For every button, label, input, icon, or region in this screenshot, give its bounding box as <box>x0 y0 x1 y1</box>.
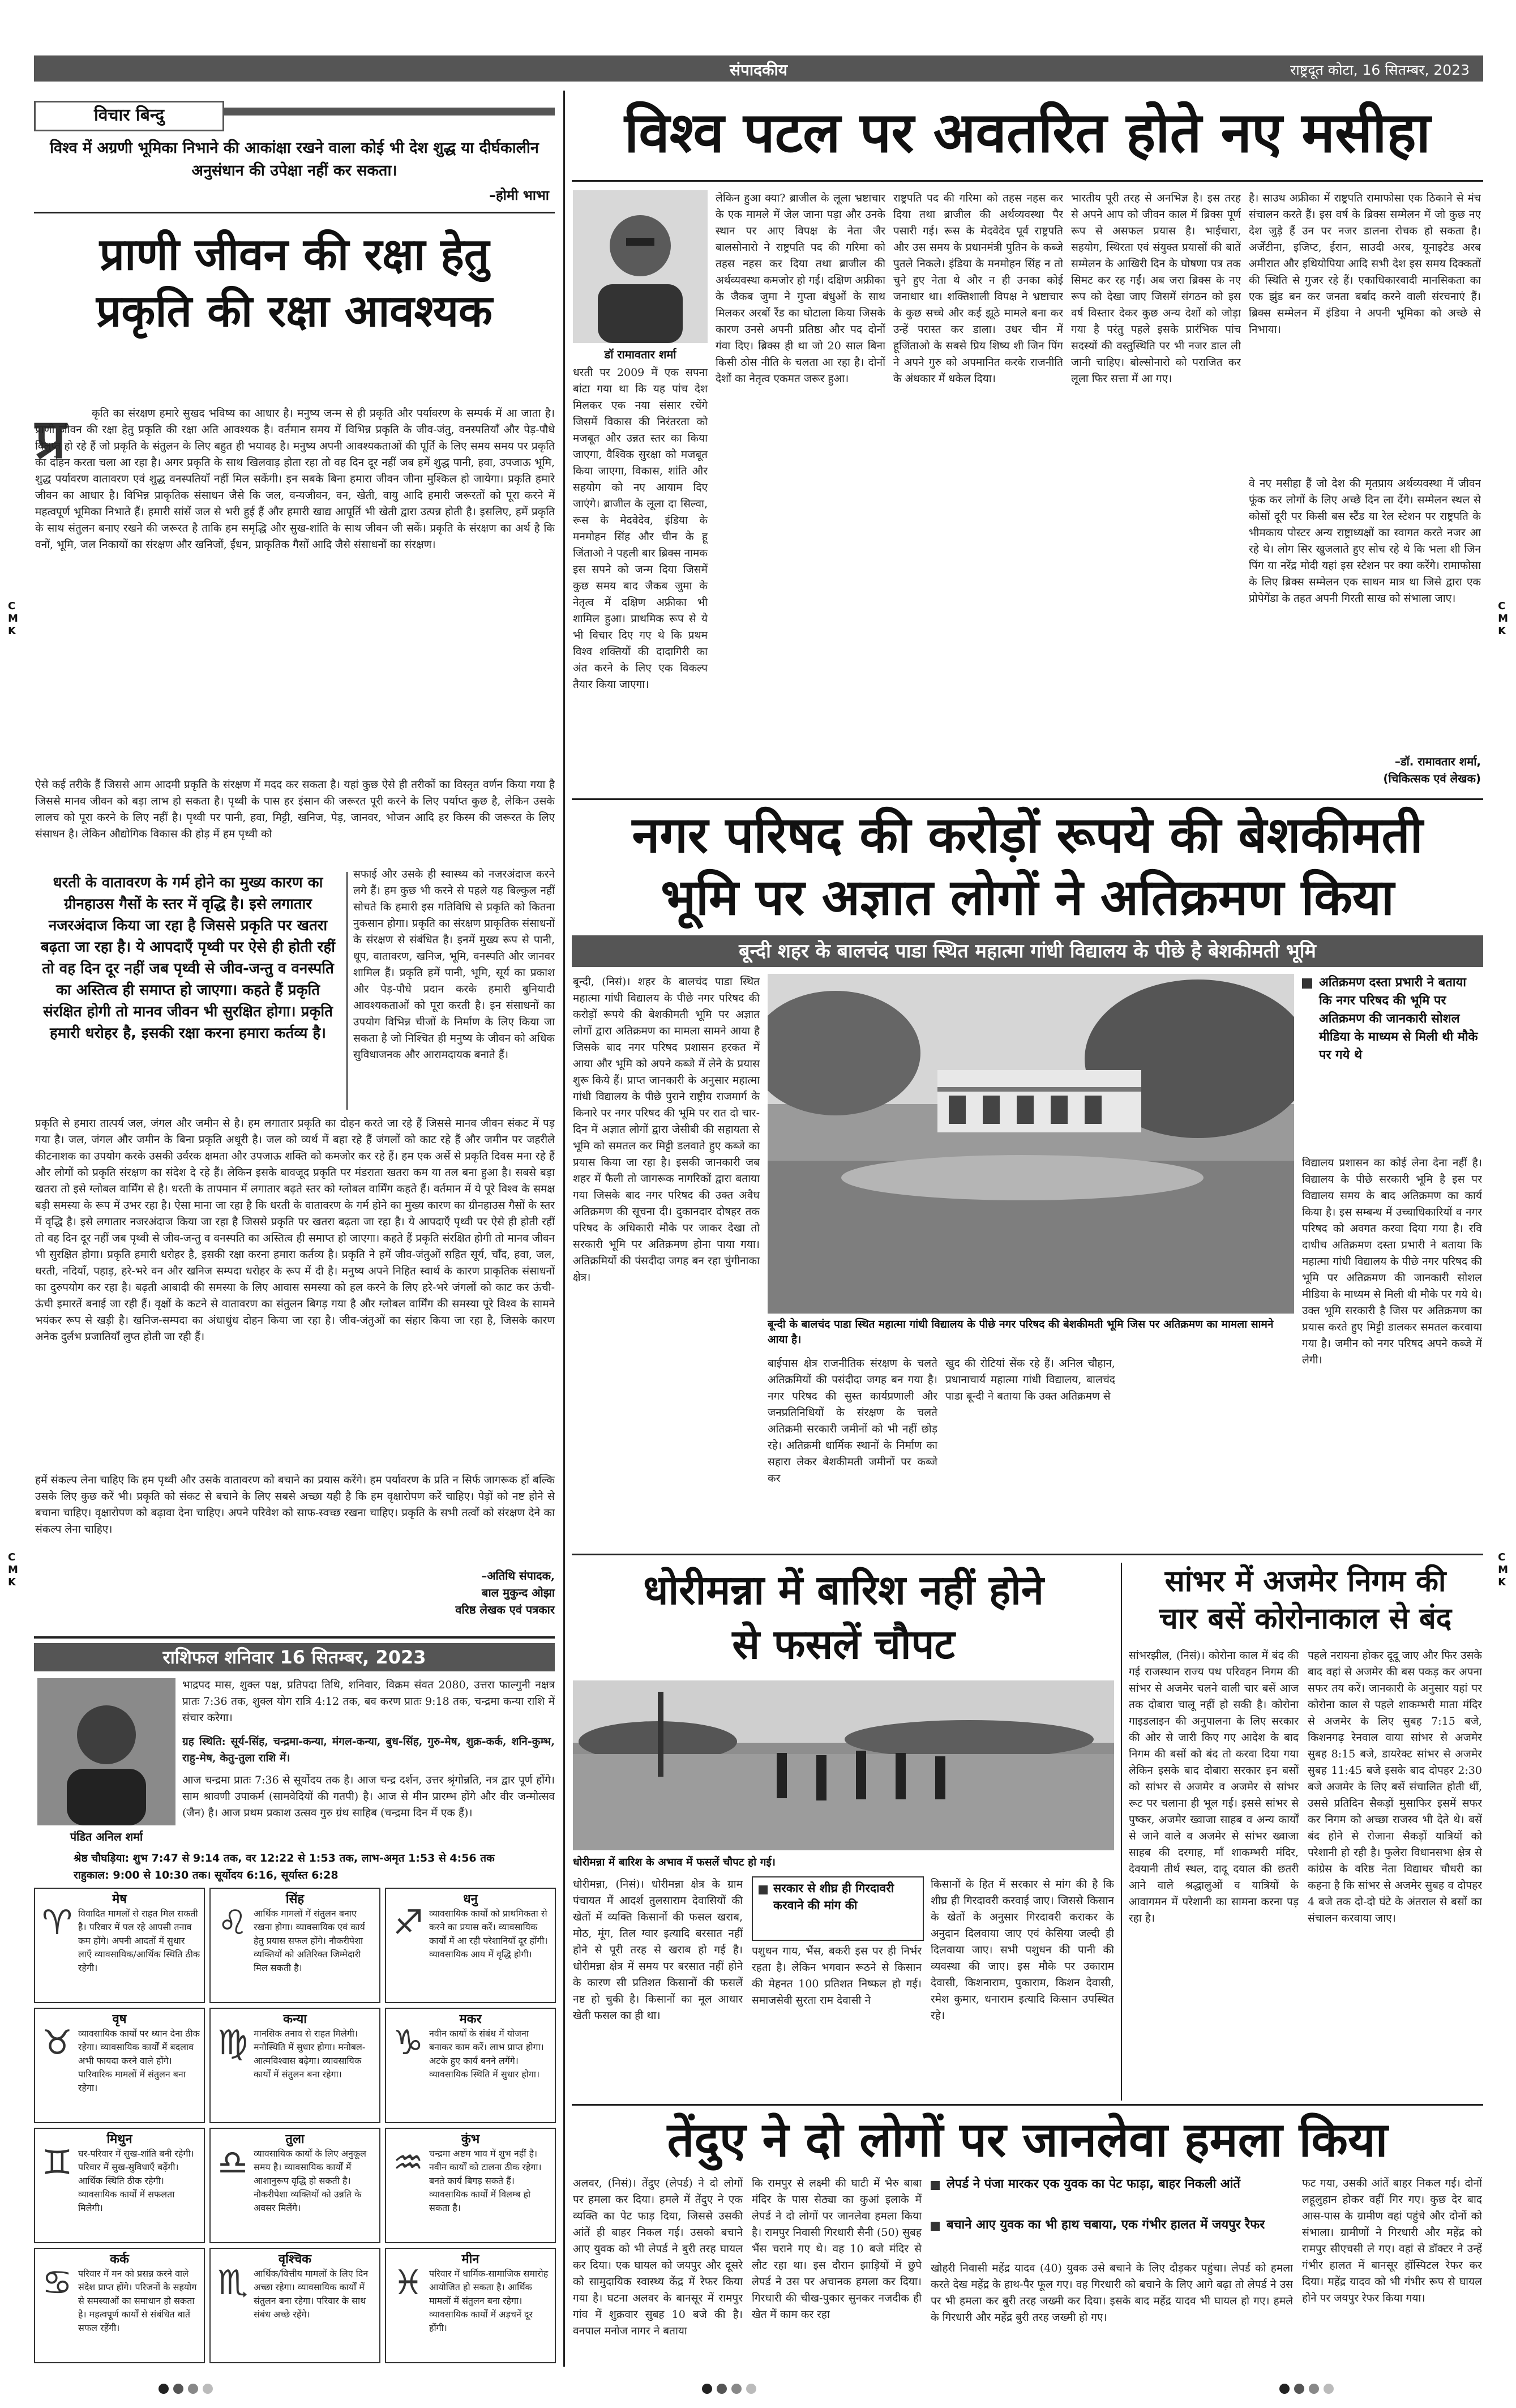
sign-card <box>34 2128 205 2243</box>
lead-col1b: धरती पर 2009 में एक सपना बांटा गया था कि यह पांच देश मिलकर एक नया संसार रचेंगे जिसमें विकास की निरंतरता को मजबूत और उन्नत स्तर का किया जाएगा, वैश्विक सुरक्षा को मजबूत किया जाएगा, विकास, शांति और सहयोग को नए आयाम दिए जाएंगे। ब्राजील के लूला दा सिल्वा, रूस के मेदवेदेव, इंडिया के मनमोहन सिंह और चीन के हू जिंताओ ने पहली बार ब्रिक्स नामक इस सपने को जन्म दिया जिसमें कुछ समय बाद जैकब जुमा के नेतृत्व में दक्षिण अफ्रीका भी शामिल हुआ। प्राथमिक रूप से ये भी विचार दिए गए थे कि प्रथम विश्व शक्तियों की दादागिरी का अंत करने के लिए एक विकल्प तैयार किया जाएगा। <box>573 366 708 691</box>
sign-name: सिंह <box>285 1892 305 1906</box>
sign-name: तुला <box>285 2132 305 2146</box>
sign-name: मेष <box>112 1892 127 1906</box>
sign-text: मानसिक तनाव से राहत मिलेगी। मनोस्थिति में सुधार होगा। मनोबल-आत्मविश्वास बढ़ेगा। व्यावसायिक कार्यों में संतुलन बना रहेगा। <box>254 2028 366 2080</box>
editorial-title-line1: प्राणी जीवन की रक्षा हेतु <box>99 229 490 280</box>
encroach-highlight <box>1302 974 1482 1144</box>
bullet-square-icon <box>931 2222 940 2231</box>
pisces-icon: ♓ <box>393 2263 423 2303</box>
dhori-col2: पशुधन गाय, भैंस, बकरी इस पर ही निर्भर रहता है। लेकिन भगवान रूठने से किसान की मेहनत 100 प्रतिशत निष्फल हो गई। समाजसेवी सुरता राम देवासी ने <box>752 1945 922 2007</box>
libra-icon: ♎ <box>217 2143 248 2183</box>
dhori-col3: किसानों के हित में सरकार से मांग की है कि शीघ्र ही गिरदावरी करवाई जाए। जिससे किसान के खेतों के अनुसार गिरदावरी कराकर के अनुदान दिलवाया जाए एवं केसिया जल्दी ही दिलवाया जाए। सभी पशुधन की पानी की व्यवस्था की जाए। इस मौके पर उकाराम देवासी, किशनाराम, पुकाराम, किशन देवासी, रमेश कुमार, धनाराम इत्यादि किसान उपस्थित रहे। <box>931 1878 1114 2022</box>
tendu-top-rule <box>572 2104 1483 2106</box>
color-register-center <box>702 2384 761 2396</box>
registration-marks-left: C M K <box>8 600 18 637</box>
editorial-side-text: सफाई और उसके ही स्वास्थ्य को नजरअंदाज करने लगे हैं। हम कुछ भी करने से पहले यह बिल्कुल नहीं सोचते कि हमारी इस गतिविधि से प्रकृति को कितना नुकसान होगा। प्रकृति का संरक्षण प्राकृतिक संसाधनों के संरक्षण से संबंधित है। इनमें मुख्य रूप से पानी, धूप, वातावरण, खनिज, भूमि, वनस्पति और जानवर शामिल हैं। प्रकृति हमें पानी, भूमि, सूर्य का प्रकाश और पेड़-पौधे प्रदान करके हमारी बुनियादी आवश्यकताओं को पूरा करती है। इन संसाधनों का उपयोग विभिन्न चीजों के निर्माण के लिए किया जा सकता है जो निश्चित ही मनुष्य के जीवन को अधिक सुविधाजनक और आरामदायक बनाते हैं। <box>353 868 555 1061</box>
lead-col1a: राष्ट्रपति पद की गरिमा को तहस नहस कर दिया तथा ब्राजील की अर्थव्यवस्था पैर पसारी गई। रूस के मेदवेदेव पूर्व राष्ट्रपति और उस समय के प्रधानमंत्री पुतिन के कब्जे पुतले निकले। इंडिया के मनमोहन सिंह न तो चुने हुए नेता थे और न ही उनका कोई जनाधार था। शक्तिशाली विपक्ष ने भ्रष्टाचार के कुछ सच्चे और कई झूठे मामले बना कर उन्हें परास्त कर डाला। उधर चीन में हूजिंताओ के सबसे प्रिय शिष्य शी जिन पिंग ने अपने गुरु को अपमानित करके राजनीति के अंधकार में धकेल दिया। <box>893 192 1063 385</box>
lead-col5: वे नए मसीहा हैं जो देश की मृतप्राय अर्थव्यवस्था में जीवन फूंक कर लोगों के लिए अच्छे दिन ला देंगे। सम्मेलन स्थल से कोसों दूरी पर किसी बस स्टैंड या रेल स्टेशन पर राष्ट्रपति के भीमकाय पोस्टर अन्य राष्ट्राध्यक्षों का स्वागत करते नजर आ रहे थे। लोग सिर खुजलाते हुए सोच रहे थे कि भला शी जिन पिंग या नरेंद्र मोदी यहां इस स्टेशन पर क्या करेंगे। रामाफोसा के लिए ब्रिक्स सम्मेलन एक साधन मात्र था जिसे द्वारा एक प्रोपेगेंडा के तहत अपनी गिरती साख को संभाला जाए। <box>1249 477 1481 605</box>
sign-name: कुंभ <box>461 2132 480 2146</box>
pandit-photo <box>37 1678 175 1825</box>
rashifal-title-bar <box>34 1643 555 1671</box>
sign-text: व्यावसायिक कार्यों पर ध्यान देना ठीक रहेगा। व्यावसायिक कार्यों में बदलाव अभी फायदा करने वाले होंगे। पारिवारिक मामलों में संतुलन बना रहेगा। <box>78 2028 200 2093</box>
sign-text: नवीन कार्यों के संबंध में योजना बनाकर काम करें। लाभ प्राप्त होगा। अटके हुए कार्य बनने लगेंगे। व्यावसायिक स्थिति में सुधार होगा। <box>429 2028 544 2080</box>
sign-card <box>385 2248 556 2363</box>
dhori-title-line2: से फसलें चौपट <box>732 1620 955 1668</box>
dhori-title-line1: धोरीमन्ना में बारिश नहीं होने <box>643 1566 1044 1614</box>
sign-text: व्यावसायिक कार्यों को प्राथमिकता से करने का प्रयास करें। व्यावसायिक कार्यों में आ रही परेशानियाँ दूर होंगी। व्यावसायिक आय में वृद्धि होगी। <box>429 1908 548 1960</box>
sign-text: आर्थिक/वित्तीय मामलों के लिए दिन अच्छा रहेगा। व्यावसायिक कार्यों में संतुलन बना रहेगा। परिवार के साथ संबंध अच्छे रहेंगे। <box>254 2268 369 2320</box>
vichar-author: –होमी भाभा <box>489 187 549 203</box>
rashifal-title: राशिफल शनिवार 16 सितम्बर, 2023 <box>162 1646 426 1668</box>
sign-text: आर्थिक मामलों में संतुलन बनाए रखना होगा। व्यावसायिक एवं कार्य हेतु प्रयास सफल होंगे। नौकरीपेशा व्यक्तियों को अतिरिक्त जिम्मेदारी मिल सकती है। <box>254 1908 365 1973</box>
lead-title-rule <box>572 180 1483 182</box>
sign-name: वृश्चिक <box>278 2252 312 2266</box>
tendu-bullet1: लेपर्ड ने पंजा मारकर एक युवक का पेट फाड़ा, बाहर निकली आंतें <box>947 2177 1240 2191</box>
editorial-dropcap: प्र <box>35 407 66 471</box>
sign-card <box>209 2248 380 2363</box>
pull-quote-rule <box>346 872 348 1110</box>
registration-marks-right: C M K <box>1498 600 1508 637</box>
tendu-col4: फट गया, उसकी आंतें बाहर निकल गई। दोनों लहूलुहान होकर वहीं गिर गए। कुछ देर बाद आस-पास के ग्रामीण वहां पहुंचे और दोनों को संभाला। ग्रामीणों ने गिरधारी और महेंद्र को रामपुर सीएचसी ले गए। वहां से डॉक्टर ने उन्हें गंभीर हालत में बानसूर हॉस्पिटल रेफर कर दिया। महेंद्र यादव को भी गंभीर रूप से घायल होने पर जयपुर रेफर किया गया। <box>1302 2177 1482 2304</box>
panchang-text: भाद्रपद मास, शुक्ल पक्ष, प्रतिपदा तिथि, शनिवार, विक्रम संवत 2080, उत्तरा फाल्गुनी नक्षत्र प्रातः 7:36 तक, शुक्ल योग रात्रि 4:12 तक, बव करण प्रातः 9:18 तक, चन्द्रमा कन्या राशि में संचार करेगा। <box>182 1679 555 1724</box>
vichar-quote: विश्व में अग्रणी भूमिका निभाने की आकांक्षा रखने वाला कोई भी देश शुद्ध या दीर्घकालीन अनुसंधान की उपेक्षा नहीं कर सकता। <box>50 139 539 179</box>
tendu-col1: अलवर, (निसं)। तेंदुए (लेपर्ड) ने दो लोगों पर हमला कर दिया। हमले में तेंदुए ने एक व्यक्ति का पेट फाड़ दिया, जिससे उसकी आंतें ही बाहर निकल गई। उसको बचाने आए युवक को भी लेपर्ड ने बुरी तरह घायल कर दिया। एक घायल को जयपुर और दूसरे को सामुदायिक स्वास्थ्य केंद्र में रेफर किया गया है। घटना अलवर के बानसूर में रामपुर गांव में शुक्रवार सुबह 10 बजे की है। वनपाल मनोज नागर ने बताया <box>573 2177 743 2337</box>
editorial-para2: ऐसे कई तरीके हैं जिससे आम आदमी प्रकृति के संरक्षण में मदद कर सकता है। यहां कुछ ऐसे ही तरीकों का विस्तृत वर्णन किया गया है जिससे मानव जीवन को बड़ा लाभ हो सकता है। पृथ्वी के पास हर इंसान की जरूरत पूरी करने के लिए पर्याप्त कुछ है, लेकिन उसके लालच को पूरा करने के लिए नहीं है। पृथ्वी पर पानी, हवा, मिट्टी, खनिज, पेड़, जानवर, भोजन आदि हर किस्म की जरूरत के लिए संसाधन है। लेकिन औद्योगिक विकास की होड़ में हम पृथ्वी को <box>35 779 555 840</box>
page-header-bar <box>34 55 1483 82</box>
sign-name: मिथुन <box>106 2132 132 2146</box>
editorial-para3: प्रकृति से हमारा तात्पर्य जल, जंगल और जमीन से है। हम लगातार प्रकृति का दोहन करते जा रहे हैं जिससे मानव जीवन संकट में पड़ गया है। जल, जंगल और जमीन के बिना प्रकृति अधूरी है। जल को व्यर्थ में बहा रहे हैं जंगलों को काट रहे हैं और जमीन पर जहरीले कीटनाशक का उपयोग करके उसकी उर्वरक क्षमता और उपजाऊ शक्ति को कमजोर कर रहे हैं। हम एक अर्से से प्रकृति दिवस मना रहे हैं और लोगों को प्रकृति संरक्षण का संदेश दे रहे हैं। लेकिन इसके बावजूद प्रकृति पर मंडराता खतरा कम या तल बना हुआ है। सबसे बड़ा खतरा तो इसे ग्लोबल वार्मिंग से है। धरती के तापमान में लगातार बढ़ते स्तर को ग्लोबल वार्मिंग कहते हैं। वर्तमान में ये पूरे विश्व के समक्ष बड़ी समस्या के रूप में उभर रहा है। ऐसा माना जा रहा है कि धरती के वातावरण के गर्म होने का मुख्य कारण का ग्रीनहाउस गैसों के स्तर में वृद्धि है। इसे लगातार नजरअंदाज किया जा रहा है जिससे प्रकृति पर खतरा बढ़ता जा रहा है। ये आपदाएँ पृथ्वी पर ऐसे ही होती रहीं तो वह दिन दूर नहीं जब पृथ्वी से जीव-जन्तु व वनस्पति का अस्तित्व ही समाप्त हो जाएगा। कहते हैं प्रकृति संरक्षित होगी तो मानव जीवन भी सुरक्षित होगा। प्रकृति हमारी धरोहर है, इसकी रक्षा करना हमारा कर्तव्य है। प्रकृति ने हमें जीव-जंतुओं सहित सूर्य, चाँद, हवा, जल, धरती, नदियाँ, पहाड़, हरे-भरे वन और खनिज सम्पदा धरोहर के रूप में दी है। मनुष्य अपने निहित स्वार्थ के कारण प्राकृतिक संसाधनों का दुरुपयोग कर रहा है। बढ़ती आबादी की समस्या के लिए आवास समस्या को हल करने के लिए हरे-भरे जंगलों को काट कर ऊंची-ऊंची इमारतें बनाई जा रही हैं। वृक्षों के कटने से वातावरण का संतुलन बिगड़ गया है और ग्लोबल वार्मिंग की समस्या पूरे विश्व के सामने भयंकर रूप से खड़ी है। खनिज-सम्पदा का अंधाधुंध दोहन किया जा रहा है। जीव-जंतुओं का संहार किया जा रहा है, जिसके कारण अनेक दुर्लभ प्रजातियाँ लुप्त होती जा रही हैं। <box>35 1117 555 1343</box>
encroach-below1: बाईपास क्षेत्र राजनीतिक संरक्षण के चलते अतिक्रमियों की पसंदीदा जगह बन गया है। नगर परिषद की सुस्त कार्यप्रणाली और जनप्रतिनिधियों के संरक्षण के चलते अतिक्रमी सरकारी जमीनों को भी नहीं छोड़ रहे। अतिक्रमी धार्मिक स्थानों के निर्माण का सहारा लेकर बेशकीमती जमीनों पर कब्जे कर <box>768 1357 937 1485</box>
aquarius-icon: ♒ <box>393 2143 423 2183</box>
sign-card <box>385 2008 556 2123</box>
encroach-photo <box>768 974 1294 1314</box>
dhori-photo <box>573 1680 1114 1850</box>
sign-name: धनु <box>463 1892 478 1906</box>
tendu-bullet2: बचाने आए युवक का भी हाथ चबाया, एक गंभीर हालत में जयपुर रैफर <box>947 2218 1265 2232</box>
sign-card <box>209 1888 380 2003</box>
editorial-pull-quote: धरती के वातावरण के गर्म होने का मुख्य कारण का ग्रीनहाउस गैसों के स्तर में वृद्धि है। इसे लगातार नजरअंदाज किया जा रहा है जिससे प्रकृति पर खतरा बढ़ता जा रहा है। ये आपदाएँ पृथ्वी पर ऐसे ही होती रहीं तो वह दिन दूर नहीं जब पृथ्वी से जीव-जन्तु व वनस्पति का अस्तित्व ही समाप्त हो जाएगा। कहते हैं प्रकृति संरक्षित होगी तो मानव जीवन भी सुरक्षित होगा। प्रकृति हमारी धरोहर है, इसकी रक्षा करना हमारा कर्तव्य है। <box>41 874 335 1042</box>
editorial-byline: –अतिथि संपादक, बाल मुकुन्द ओझा वरिष्ठ लेखक एवं पत्रकार <box>455 1569 555 1616</box>
tendu-col3: खोहरी निवासी महेंद्र यादव (40) युवक उसे बचाने के लिए दौड़कर पहुंचा। लेपर्ड को हमला करते देख महेंद्र के हाथ-पैर फूल गए। वह गिरधारी को बचाने के लिए आगे बढ़ा तो लेपर्ड ने उस पर भी हमला कर बुरी तरह जख्मी कर दिया। इसके बाद महेंद्र यादव भी घायल हो गए। हमले के गिरधारी और महेंद्र बुरी तरह जख्मी हो गए। <box>931 2262 1293 2324</box>
sign-text: घर-परिवार में सुख-शांति बनी रहेगी। परिवार में सुख-सुविधाएँ बढ़ेंगी। आर्थिक स्थिति ठीक रहेगी। व्यावसायिक कार्यों में सफलता मिलेगी। <box>78 2148 194 2213</box>
sign-card <box>34 1888 205 2003</box>
author-photo <box>573 190 708 343</box>
capricorn-icon: ♑ <box>393 2023 423 2063</box>
sambhar-title-line2: चार बसें कोरोनाकाल से बंद <box>1159 1602 1452 1636</box>
lead-title: विश्व पटल पर अवतरित होते नए मसीहा <box>624 101 1431 165</box>
sign-card <box>209 2128 380 2243</box>
sign-card <box>385 2128 556 2243</box>
color-register-left <box>159 2384 217 2396</box>
encroach-bullet: अतिक्रमण दस्ता प्रभारी ने बताया कि नगर परिषद की भूमि पर अतिक्रमण की जानकारी सोशल मीडिया के माध्यम से मिली थी मौके पर गये थे <box>1319 976 1478 1062</box>
sign-text: विवादित मामलों से राहत मिल सकती है। परिवार में पल रहे आपसी तनाव कम होंगे। अपनी आदतों में सुधार लाएँ व्यावसायिक/आर्थिक स्थिति ठीक रहेगी। <box>78 1908 200 1973</box>
editorial-title-line2: प्रकृति की रक्षा आवश्यक <box>96 286 493 337</box>
leo-icon: ♌ <box>217 1903 248 1943</box>
dhori-col1: धोरीमन्ना, (निसं)। धोरीमन्ना क्षेत्र के ग्राम पंचायत में आदर्श तुलसाराम देवासियों की खेतों में व्यक्ति किसानों की फसल खराब, मोठ, मूंग, तिल ग्वार इत्यादि बरसात नहीं होने से पूरी तरह से खराब हो गई है। धोरीमन्ना क्षेत्र में समय पर बरसात नहीं होने के कारण सी प्रतिशत किसानों की फसलें नष्ट हो चुकी है। किसानों का मूल आधार खेती फसल का ही था। <box>573 1878 743 2022</box>
editorial-para1: कृति का संरक्षण हमारे सुखद भविष्य का आधार है। मनुष्य जन्म से ही प्रकृति और पर्यावरण के सम्पर्क में आ जाता है। प्राणी जीवन की रक्षा हेतु प्रकृति की रक्षा अति आवश्यक है। वर्तमान समय में विभिन्न प्रकृति के जीव-जंतु, वनस्पतियाँ और पेड़-पौधे विलुप्त हो रहे हैं जो प्रकृति के संतुलन के लिए बहुत ही भयावह है। मनुष्य अपनी आवश्यकताओं की पूर्ति के लिए समय समय पर प्रकृति का दोहन करता चला आ रहा है। अगर प्रकृति के साथ खिलवाड़ होता रहा तो वह दिन दूर नहीं जब हमें शुद्ध पानी, हवा, उपजाऊ भूमि, शुद्ध पर्यावरण वातावरण एवं शुद्ध वनस्पतियाँ नहीं मिल सकेंगी। इन सबके बिना हमारा जीवन जीना मुश्किल हो जायेगा। प्रकृति हमारे जीवन का आधार है। विभिन्न प्राकृतिक संसाधन जैसे कि जल, वन्यजीवन, वन, खेती, वायु आदि हमारी जरूरतों को पूरा करने में महत्वपूर्ण भूमिका निभाते हैं। हमारी सांसें जल से भरी हुई हैं और हमारी खाद्य आपूर्ति भी खेती द्वारा उत्पन्न होती है। इसलिए, हमें प्रकृति के साथ संतुलन बनाए रखने की जरूरत है ताकि हम समृद्धि और सुख-शांति के साथ जीवन जी सकें। प्रकृति के संरक्षण का अर्थ है कि वनों, भूमि, जल निकायों का संरक्षण और खनिजों, ईंधन, प्राकृतिक गैसों आदि जैसे संसाधनों का संरक्षण। <box>35 407 555 551</box>
lead-signoff: –डॉ. रामावतार शर्मा, (चिकित्सक एवं लेखक) <box>1383 755 1481 785</box>
dhori-highlight <box>752 1876 924 1941</box>
sunmoon-text: आज चन्द्रमा प्रातः 7:36 से सूर्योदय तक है। आज चन्द्र दर्शन, उत्तर श्रृंगोन्नति, नत्र द्वार पूर्ण होंगे। साम श्रावणी उपाकर्म (सामवेदियों की गतपी) है। आज से मीन प्रारम्भ होंगे और वीर जन्मोत्सव (जैन) है। आज प्रथम प्रकाश उत्सव गुरु ग्रंथ साहिब (चन्द्रमा दिन में एक हैं)। <box>182 1774 555 1819</box>
encroach-subtitle: बून्दी शहर के बालचंद पाडा स्थित महात्मा गांधी विद्यालय के पीछे है बेशकीमती भूमि <box>572 935 1483 967</box>
sign-card <box>385 1888 556 2003</box>
encroach-below2: खुद की रोटियां सेंक रहे हैं। अनिल चौहान, प्रधानाचार्य महात्मा गांधी विद्यालय, बालचंद पाडा बून्दी ने बताया कि उक्त अतिक्रमण से <box>945 1357 1115 1402</box>
paper-date: राष्ट्रदूत कोटा, 16 सितम्बर, 2023 <box>1290 62 1470 78</box>
sign-name: मकर <box>459 2012 482 2026</box>
registration-marks-right-2: C M K <box>1498 1551 1508 1588</box>
encroach-title-line1: नगर परिषद की करोड़ों रूपये की बेशकीमती <box>632 806 1423 864</box>
sign-text: व्यावसायिक कार्यों के लिए अनुकूल समय है। व्यावसायिक कार्यों में आशानुरूप वृद्धि हो सकती है। नौकरीपेशा व्यक्तियों को उन्नति के अवसर मिलेंगे। <box>254 2148 367 2213</box>
tendu-title: तेंदुए ने दो लोगों पर जानलेवा हमला किया <box>667 2112 1388 2167</box>
editorial-para4: हमें संकल्प लेना चाहिए कि हम पृथ्वी और उसके वातावरण को बचाने का प्रयास करेंगे। हम पर्यावरण के प्रति न सिर्फ जागरूक हों बल्कि उसके लिए कुछ करें भी। प्रकृति को संकट से बचाने के लिए सबसे अच्छा यही है कि हम वृक्षारोपण करें चाहिए। पेड़ों को नष्ट होने से बचाना चाहिए। वृक्षारोपण को बढ़ावा देना चाहिए। अपने परिवेश को साफ-स्वच्छ रखना चाहिए। प्रकृति के सभी तत्वों को संरक्षण देने का संकल्प लेना चाहिए। <box>35 1474 555 1536</box>
sign-card <box>209 2008 380 2123</box>
encroach-photo-caption: बून्दी के बालचंद पाडा स्थित महात्मा गांधी विद्यालय के पीछे नगर परिषद की बेशकीमती भूमि जिस पर अतिक्रमण का मामला सामने आया है। <box>768 1318 1274 1346</box>
gemini-icon: ♊ <box>42 2143 72 2183</box>
sambhar-title-line1: सांभर में अजमेर निगम की <box>1164 1564 1446 1598</box>
sagittarius-icon: ♐ <box>393 1903 423 1943</box>
encroach-right: विद्यालय प्रशासन का कोई लेना देना नहीं है। विद्यालय के पीछे सरकारी भूमि है इस पर विद्यालय समय के बाद अतिक्रमण का कार्य किया है। इस सम्बन्ध में उच्चाधिकारियों व नगर परिषद को अवगत करवा दिया गया है। रवि दाधीच अतिक्रमण दस्ता प्रभारी ने बताया कि महात्मा गांधी विद्यालय के पीछे नगर परिषद की भूमि पर अतिक्रमण की जानकारी सोशल मीडिया के माध्यम से मिली थी मौके पर गये थे। उक्त भूमि सरकारी है जिस पर अतिक्रमण का प्रयास करते हुए मिट्टी डालकर समतल करवाया गया है। जमीन को नगर परिषद अपने कब्जे में लेगी। <box>1302 1157 1482 1366</box>
sign-name: वृष <box>112 2012 127 2026</box>
sambhar-col1: सांभरझील, (निसं)। कोरोना काल में बंद की गई राजस्थान राज्य पथ परिवहन निगम की सांभर से अजमेर चलने वाली चार बसें आज तक दोबारा चालू नहीं हो सकी है। कोरोना गाइडलाइन की अनुपालना के लिए सरकार की ओर से जारी किए गए आदेश के बाद निगम की बसों को बंद तो करवा दिया गया लेकिन इसके बाद दोबारा सरकार इन बसों को सांभर से अजमेर व अजमेर से सांभर रूट पर चलाना ही भूल गई। इससे सांभर से पुष्कर, अजमेर ख्वाजा साहब व अन्य कार्यों से जाने वाले व अजमेर से सांभर ख्वाजा साहब की दरगाह, माँ शाकम्भरी मंदिर, देवयानी तीर्थ स्थल, दादू दयाल की छतरी आने वाले श्रद्धालुओं व यात्रियों के आवागमन में परेशानी का सामना करना पड़ रहा है। <box>1129 1649 1299 1924</box>
encroach-bottom-rule <box>572 1554 1483 1555</box>
tendu-highlights <box>931 2175 1293 2255</box>
encroach-title-line2: भूमि पर अज्ञात लोगों ने अतिक्रमण किया <box>661 868 1394 926</box>
sambhar-divider <box>1121 1563 1122 2101</box>
virgo-icon: ♍ <box>217 2023 248 2063</box>
vichar-label-box <box>34 101 224 131</box>
lead-col4: है। साउथ अफ्रीका में राष्ट्रपति रामाफोसा एक ठिकाने से मंच संचालन करते हैं। इस वर्ष के ब्रिक्स सम्मेलन में जो कुछ नए देश जुड़े हैं उन पर नजर डालना रोचक हो सकता है। अर्जेंटीना, इजिप्ट, ईरान, साउदी अरब, यूनाइटेड अरब अमीरात और इथियोपिया आदि सभी देश इस समय दिक्कतों की स्थिति से गुजर रहे हैं। एकाधिकारवादी मानसिकता का एक झुंड बन कर जनता बर्बाद करने वाली संरचनाएं हैं। ब्रिक्स सम्मेलन में इंडिया ने अपनी भूमिका को अच्छे से निभाया। <box>1249 192 1481 336</box>
sambhar-col2: पहले नरायना होकर दूदू जाए और फिर उसके बाद वहां से अजमेर की बस पकड़ कर अपना सफर तय करें। जानकारी के अनुसार यहां पर कोरोना काल से पहले शाकम्भरी माता मंदिर से अजमेर के लिए सुबह 7:15 बजे, किशनगढ़ रेनवाल वाया सांभर से अजमेर सुबह 8:15 बजे, डायरेक्ट सांभर से अजमेर सुबह 11:45 बजे इसके बाद दोपहर 2:30 बजे अजमेर के लिए बसें संचालित होती थीं, उससे प्रतिदिन सैकड़ों मुसाफिर इसमें सफर कर निगम को अच्छा राजस्व भी देते थे। बसें बंद होने से रोजाना सैकड़ों यात्रियों को परेशानी हो रही है। फुलेरा विधानसभा क्षेत्र से कांग्रेस के वरिष्ठ नेता विद्याधर चौधरी का कहना है कि सांभर से अजमेर सुबह व दोपहर 4 बजे तक दो-दो घंटे के अंतराल से बसों का संचालन करवाया जाए। <box>1308 1649 1482 1924</box>
dhori-photo-caption: धोरीमन्ना में बारिश के अभाव में फसलें चौपट हो गई। <box>573 1856 776 1868</box>
sign-name: कर्क <box>110 2252 129 2266</box>
author-caption: डॉ रामावतार शर्मा <box>604 348 676 361</box>
encroach-col1: बून्दी, (निसं)। शहर के बालचंद पाडा स्थित महात्मा गांधी विद्यालय के पीछे नगर परिषद की करोड़ों रूपये की बेशकीमती भूमि पर अज्ञात लोगों द्वारा अतिक्रमण का मामला सामने आया है जिसके बाद नगर परिषद प्रशासन हरकत में आया और भूमि को अपने कब्जे में लेने के प्रयास शुरू किये हैं। प्राप्त जानकारी के अनुसार महात्मा गांधी विद्यालय के पीछे पुराने राष्ट्रीय राजमार्ग के किनारे पर नगर परिषद की भूमि पर रात दो चार-दिन में अज्ञात लोगों द्वारा जेसीबी की सहायता से भूमि को समतल कर मिट्टी डलवाते हुए कब्जे का प्रयास किया जा रहा है। इसकी जानकारी जब शहर में फैली तो जागरूक नागरिकों द्वारा बताया गया जिसके बाद नगर परिषद की उक्त अवैध अतिक्रमण की सूचना दी। दुकानदार दोषहर तक परिषद के अधिकारी मौके पर जाकर देखा तो सरकारी भूमि पर अतिक्रमण होना पाया गया। अतिक्रमियों की पंसदीदा जगह बन रहा चुंगीनाका क्षेत्र। <box>573 976 760 1284</box>
pandit-name: पंडित अनिल शर्मा <box>70 1830 143 1844</box>
rashifal-top-rule <box>34 1636 555 1639</box>
sign-text: चन्द्रमा अष्टम भाव में शुभ नहीं है। नवीन कार्यों को टालना ठीक रहेगा। बनते कार्य बिगड़ सकते हैं। व्यावसायिक कार्यों में विलम्ब हो सकता है। <box>429 2148 542 2213</box>
scorpio-icon: ♏ <box>217 2263 248 2303</box>
bullet-square-icon <box>931 2181 940 2190</box>
vichar-rule <box>34 212 555 213</box>
choghadiya-text: श्रेष्ठ चौघड़िया: शुभ 7:47 से 9:14 तक, वर 12:22 से 1:53 तक, लाभ-अमृत 1:53 से 4:56 तक <box>74 1852 495 1864</box>
bullet-square-icon <box>759 1885 768 1894</box>
lead-col3: भारतीय पूरी तरह से अनभिज्ञ है। इस तरह से अपने आप को जीवन काल में ब्रिक्स पूर्ण रूप से असफल प्रयास है। भाईचारा, सहयोग, स्थिरता एवं संयुक्त प्रयासों की बातें सम्मेलन के आखिरी दिन के घोषणा पत्र तक सिमट कर रह गईं। अब जरा ब्रिक्स के नए रूप को देखा जाए जिसमें संगठन को इस वर्ष विस्तार देकर कुछ अन्य देशों को जोड़ा गया है परंतु पहले इसके प्रारंभिक पांच सदस्यों की वस्तुस्थिति पर भी नजर डाल ली जानी चाहिए। बोल्सोनारो को पराजित कर लूला फिर सत्ता में आ गए। <box>1071 192 1241 385</box>
sign-text: परिवार में धार्मिक-सामाजिक समारोह आयोजित हो सकता है। आर्थिक मामलों में संतुलन बना रहेगा। व्यावसायिक कार्यों में अड़चनें दूर होंगी। <box>429 2268 549 2333</box>
sign-card <box>34 2248 205 2363</box>
grahsthiti-text: ग्रह स्थिति: सूर्य-सिंह, चन्द्रमा-कन्या, मंगल-कन्या, बुध-सिंह, गुरु-मेष, शुक्र-कर्क, शनि-कुम्भ, राहु-मेष, केतु-तुला राशि में। <box>182 1735 555 1764</box>
vichar-label: विचार बिन्दु <box>93 105 165 125</box>
sign-text: परिवार में मन को प्रसन्न करने वाले संदेश प्राप्त होंगे। परिजनों के सहयोग से समस्याओं का समाधान हो सकता है। महत्वपूर्ण कार्यों से संबंधित बातें सफल रहेंगी। <box>78 2268 197 2333</box>
sign-name: कन्या <box>283 2012 307 2026</box>
aries-icon: ♈ <box>42 1903 72 1943</box>
lead-bottom-rule <box>572 798 1483 800</box>
column-divider <box>563 91 565 2367</box>
color-register-right <box>1279 2384 1338 2396</box>
rashifal-grid <box>34 1888 555 2369</box>
lead-col2: लेकिन हुआ क्या? ब्राजील के लूला भ्रष्टाचार के एक मामले में जेल जाना पड़ा और उनके स्थान पर आए विपक्ष के नेता जैर बालसोनारो ने राष्ट्रपति पद की गरिमा को तहस नहस कर दिया तथा ब्राजील की अर्थव्यवस्था कमजोर हो गई। दक्षिण अफ्रीका के जैकब जुमा ने गुप्ता बंधुओं के साथ मिलकर अरबों रैंड का घोटाला किया जिसके कारण उनसे अपनी प्रतिष्ठा और पद दोनों गंवा दिए। ब्रिक्स ही था जो 20 साल बिना किसी ठोस नीति के चलता आ रहा है। दोनों देशों का नेतृत्व एकमत जरूर हुआ। <box>716 192 885 385</box>
rahukal-text: राहुकाल: 9:00 से 10:30 तक। सूर्योदय 6:16, सूर्यास्त 6:28 <box>74 1869 339 1881</box>
sign-card <box>34 2008 205 2123</box>
taurus-icon: ♉ <box>42 2023 72 2063</box>
registration-marks-left-2: C M K <box>8 1551 18 1588</box>
sign-name: मीन <box>461 2252 479 2266</box>
cancer-icon: ♋ <box>42 2263 72 2303</box>
dhori-bullet: सरकार से शीघ्र ही गिरदावरी करवाने की मांग की <box>773 1881 894 1912</box>
section-name: संपादकीय <box>730 61 787 79</box>
tendu-col2: कि रामपुर से लक्ष्मी की घाटी में भैरु बाबा मंदिर के पास सेठ्या का कुआं इलाके में लेपर्ड ने दो लोगों पर जानलेवा हमला किया है। रामपुर निवासी गिरधारी सैनी (50) सुबह भैंस चराने गए थे। वह 10 बजे मंदिर से लौट रहा था। इस दौरान झाड़ियों में छुपे लेपर्ड ने उस पर अचानक हमला कर दिया। गिरधारी की चीख-पुकार सुनकर नजदीक ही खेत में काम कर रहा <box>752 2177 922 2321</box>
bullet-square-icon <box>1302 978 1312 989</box>
